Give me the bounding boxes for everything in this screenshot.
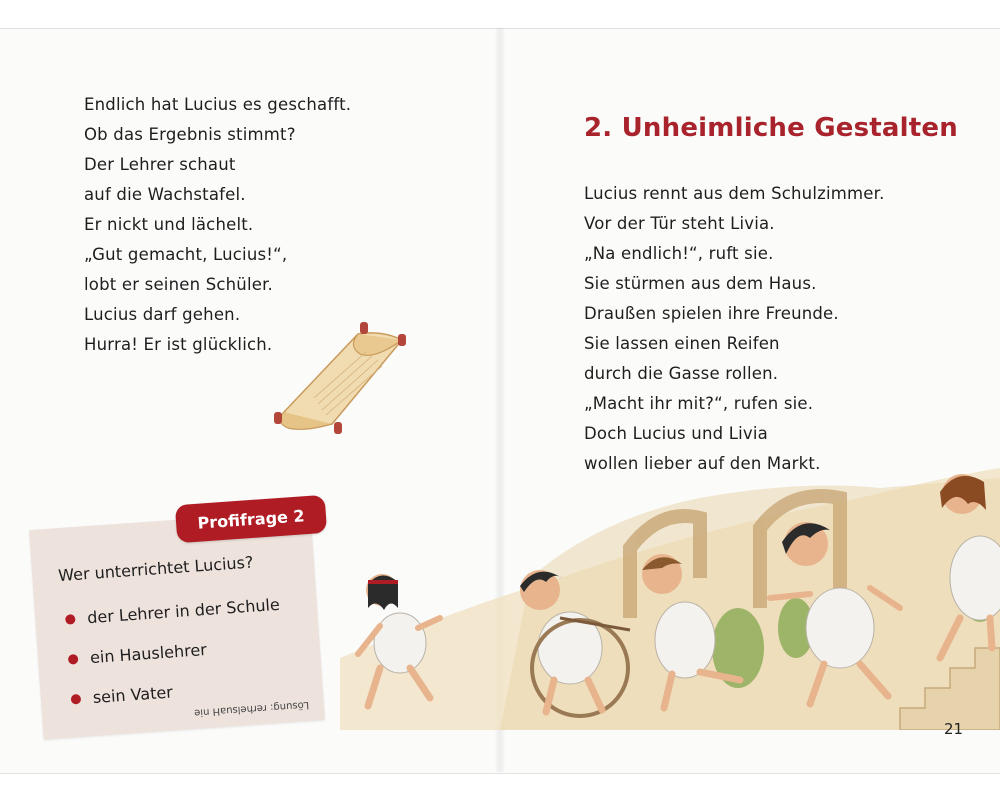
text-line: Draußen spielen ihre Freunde. <box>584 304 839 323</box>
quiz-solution: Lösung: rerhelsuaH nie <box>193 698 310 719</box>
bullet-icon <box>65 614 76 625</box>
chapter-title: 2. Unheimliche Gestalten <box>584 113 958 143</box>
bullet-icon <box>71 694 82 705</box>
text-line: Sie stürmen aus dem Haus. <box>584 274 817 293</box>
bullet-icon <box>68 654 79 665</box>
text-line: Endlich hat Lucius es geschafft. <box>84 95 352 114</box>
right-page-text <box>584 179 885 479</box>
quiz-option-label: der Lehrer in der Schule <box>86 594 281 628</box>
quiz-options <box>64 585 287 720</box>
text-line: Vor der Tür steht Livia. <box>584 214 775 233</box>
text-line: „Macht ihr mit?“, rufen sie. <box>584 394 814 413</box>
text-line: Er nickt und lächelt. <box>84 215 254 234</box>
text-line: Lucius rennt aus dem Schulzimmer. <box>584 184 885 203</box>
quiz-badge: Profifrage 2 <box>175 495 327 543</box>
text-line: „Gut gemacht, Lucius!“, <box>84 245 288 264</box>
quiz-option-label: sein Vater <box>92 682 174 708</box>
text-line: Lucius darf gehen. <box>84 305 241 324</box>
text-line: Ob das Ergebnis stimmt? <box>84 125 296 144</box>
scroll-icon <box>262 316 412 436</box>
text-line: „Na endlich!“, ruft sie. <box>584 244 774 263</box>
text-line: auf die Wachstafel. <box>84 185 246 204</box>
text-line: Hurra! Er ist glücklich. <box>84 335 273 354</box>
page-number: 21 <box>944 720 964 738</box>
children-playing-illustration <box>340 458 1000 730</box>
text-line: Doch Lucius und Livia <box>584 424 768 443</box>
text-line: wollen lieber auf den Markt. <box>584 454 821 473</box>
quiz-option-label: ein Hauslehrer <box>89 640 208 668</box>
quiz-card <box>29 510 325 739</box>
text-line: lobt er seinen Schüler. <box>84 275 274 294</box>
text-line: durch die Gasse rollen. <box>584 364 779 383</box>
quiz-question: Wer unterrichtet Lucius? <box>57 552 254 586</box>
text-line: Sie lassen einen Reifen <box>584 334 780 353</box>
text-line: Der Lehrer schaut <box>84 155 236 174</box>
